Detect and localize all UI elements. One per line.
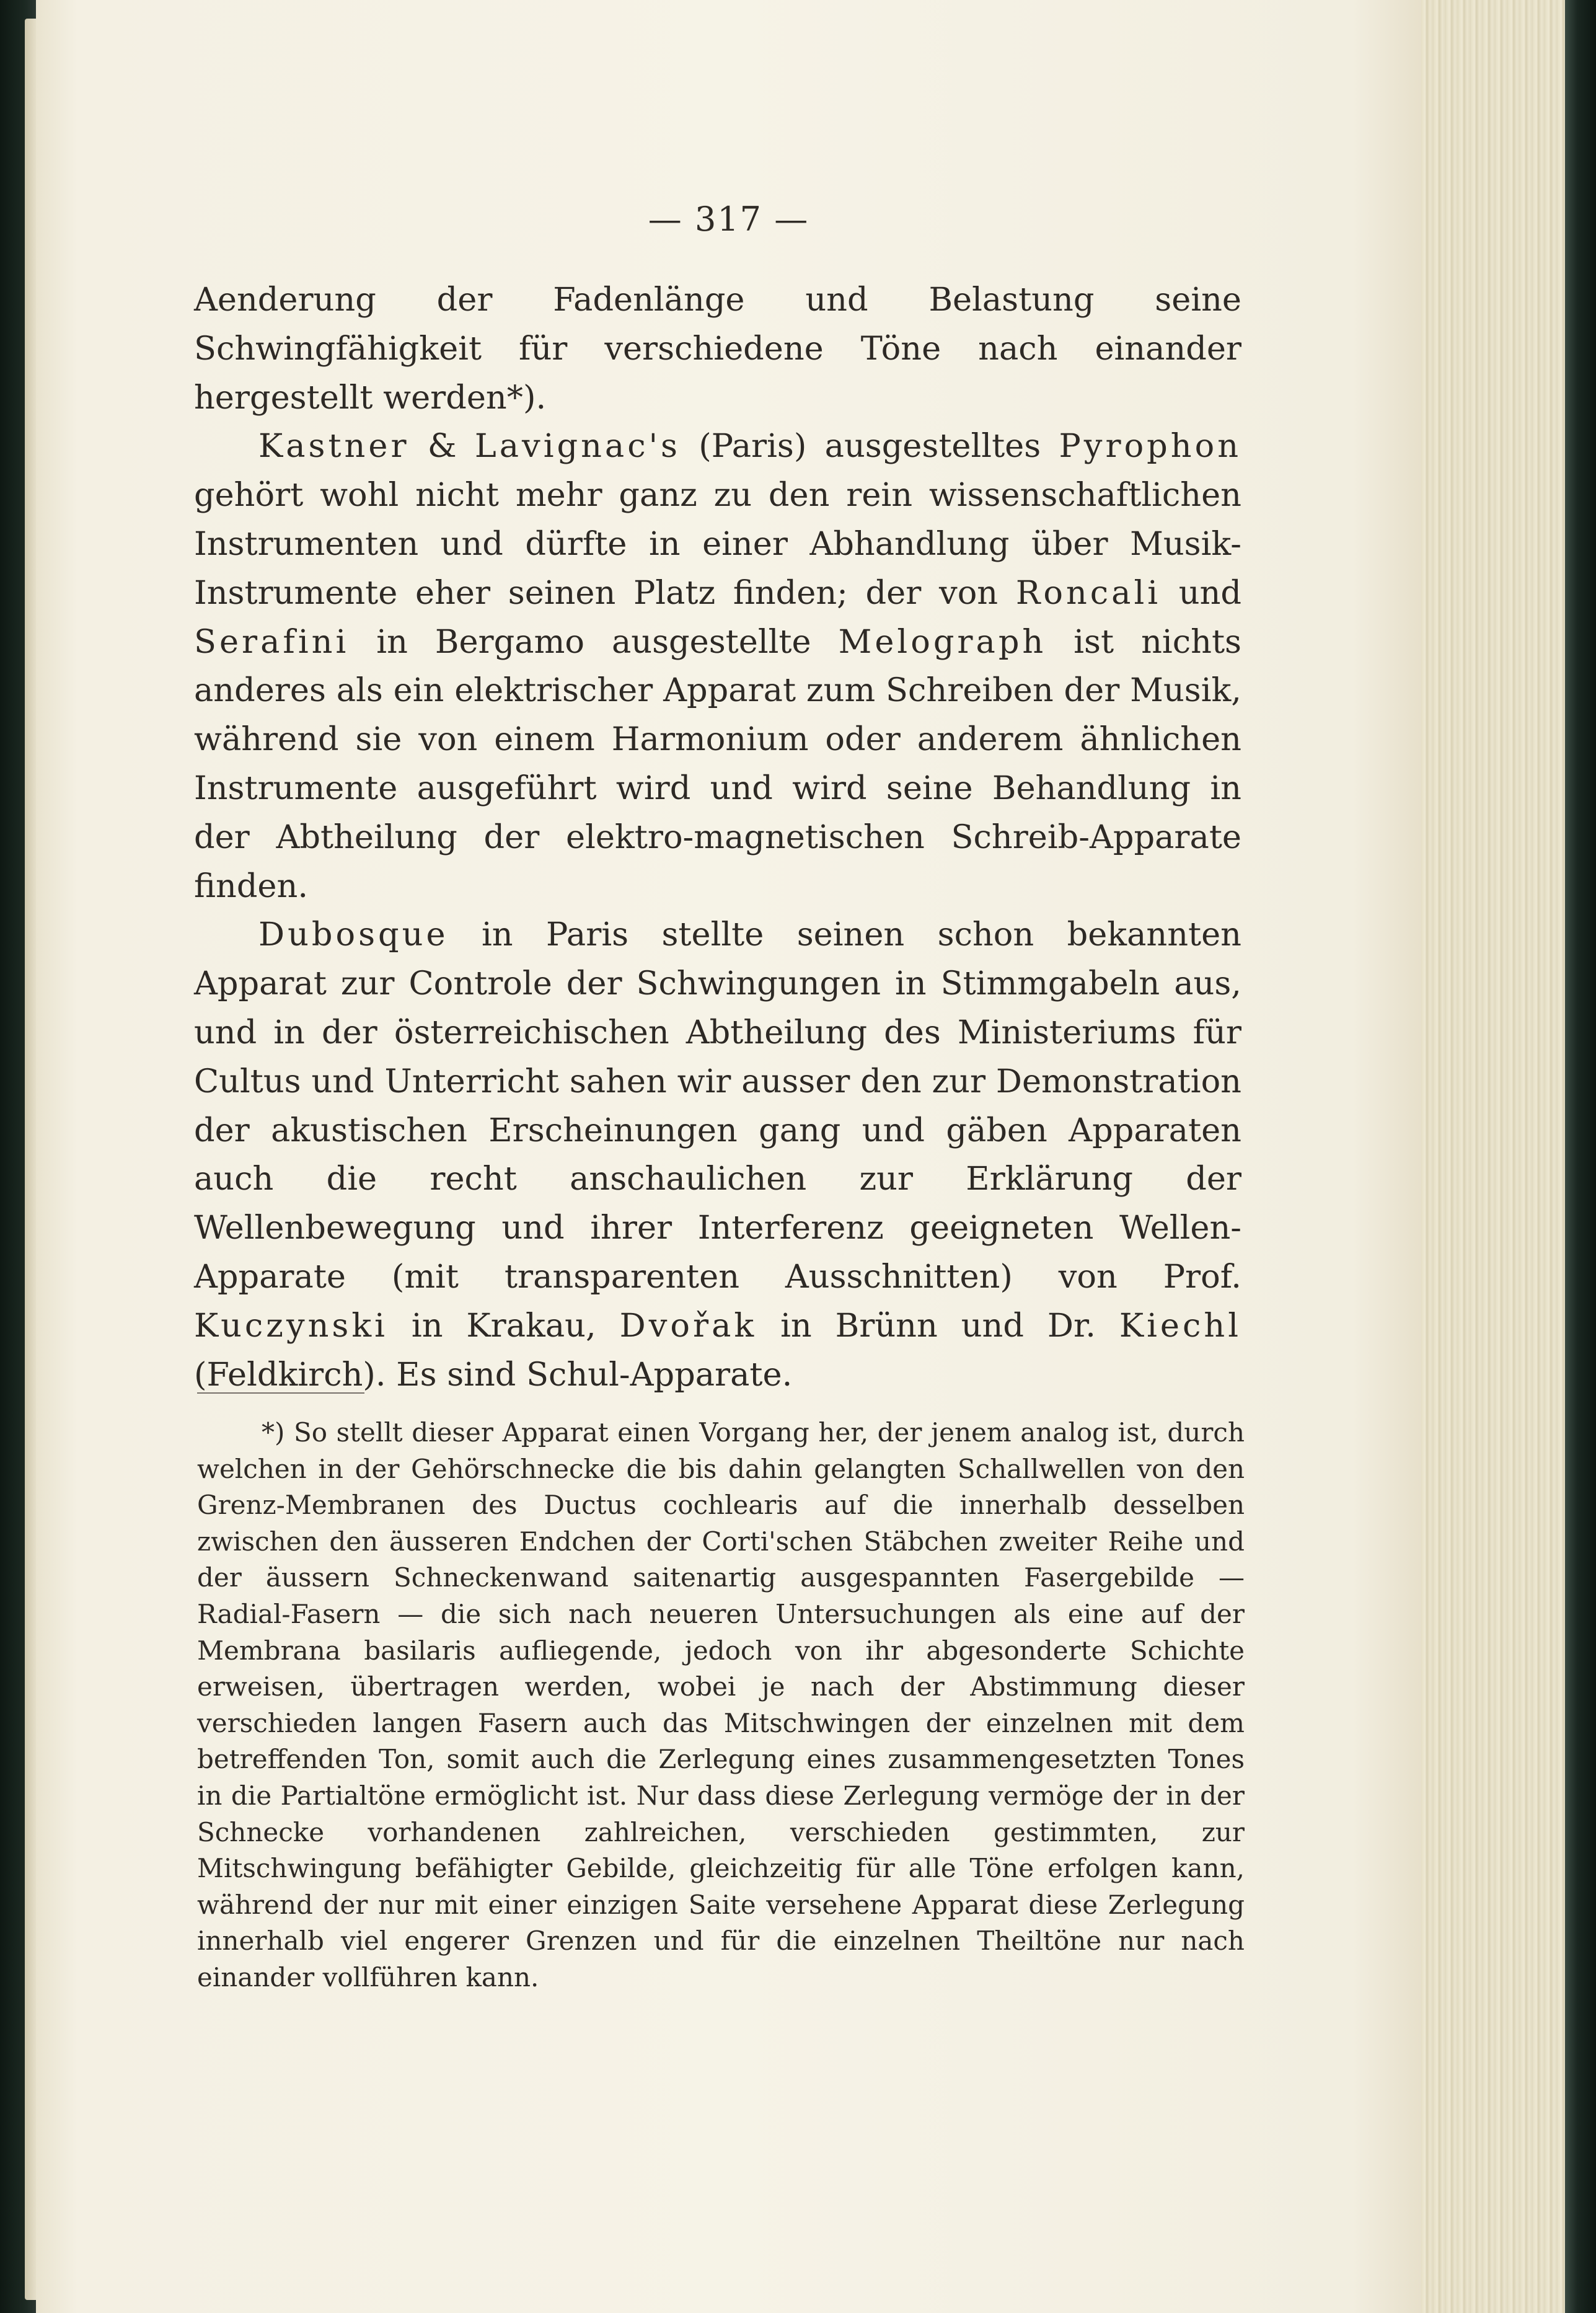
- name-serafini: Serafini: [194, 622, 350, 661]
- text-run: in Krakau,: [387, 1306, 620, 1345]
- paragraph-3: [194, 911, 1241, 1399]
- name-kastner: Kastner: [258, 427, 410, 466]
- name-kuczynski: Kuczynski: [194, 1306, 388, 1345]
- name-kiechl: Kiechl: [1119, 1306, 1242, 1345]
- text-run: in Paris stellte seinen schon bekannten Apparat zur Controle der Schwingungen in Stimmgabeln aus, und in der österreichischen Abtheilung des Ministeriums für Cultus und Unterricht sahen wir ausser den zur Demonstration der akustischen Erscheinungen gang und gäben Apparaten auch die recht anschaulichen zur Erklärung der Wellenbewegung und ihrer Interferenz geeigneten Wellen-Apparate (mit transparenten Ausschnitten) von Prof.: [194, 916, 1241, 1296]
- text-run: und: [1161, 573, 1241, 612]
- page-number: — 317 —: [648, 200, 809, 239]
- book-spine: [1565, 0, 1596, 2313]
- book-page: [36, 0, 1421, 2313]
- name-lavignac: Lavignac's: [474, 427, 681, 466]
- text-run: (Feldkirch). Es sind Schul-Apparate.: [194, 1355, 793, 1394]
- text-run: &: [409, 427, 475, 466]
- text-run: in Bergamo ausgestellte: [349, 622, 839, 661]
- paragraph-2: [194, 422, 1241, 911]
- name-dubosque: Dubosque: [258, 916, 449, 954]
- text-run: gehört wohl nicht mehr ganz zu den rein wissenschaftlichen Instrumenten und dürfte in einer Abhandlung über Musik-Instrumente eher seinen Platz finden; der von: [194, 476, 1241, 612]
- term-pyrophon: Pyrophon: [1059, 427, 1242, 466]
- name-dvorak: Dvořak: [619, 1306, 757, 1345]
- footnote-text: *) So stellt dieser Apparat einen Vorgang her, der jenem analog ist, durch welchen in der Gehörschnecke die bis dahin gelangten Schallwellen von den Grenz-Membranen des Ductus cochlearis auf die innerhalb desselben zwischen den äusseren Endchen der Corti'schen Stäbchen zweiter Reihe und der äussern Schneckenwand saitenartig ausgespannten Fasergebilde — Radial-Fasern — die sich nach neueren Untersuchungen als eine auf der Membrana basilaris aufliegende, jedoch von ihr abgesonderte Schichte erweisen, übertragen werden, wobei je nach der Abstimmung dieser verschieden langen Fasern auch das Mitschwingen der einzelnen mit dem betreffenden Ton, somit auch die Zerlegung eines zusammengesetzten Tones in die Partialtöne ermöglicht ist. Nur dass diese Zerlegung vermöge der in der Schnecke vorhandenen zahlreichen, verschieden gestimmten, zur Mitschwingung befähigter Gebilde, gleichzeitig für alle Töne erfolgen kann, während der nur mit einer einzigen Saite versehene Apparat diese Zerlegung innerhalb viel engerer Grenzen und für die einzelnen Theiltöne nur nach einander vollführen kann.: [197, 1417, 1245, 1992]
- main-text: [194, 276, 1241, 1399]
- paragraph-1: Aenderung der Fadenlänge und Belastung seine Schwingfähigkeit für verschiedene Töne nach einander hergestellt werden*).: [194, 281, 1241, 417]
- footnote: [197, 1415, 1245, 1996]
- footnote-divider: [197, 1392, 364, 1394]
- term-melograph: Melograph: [838, 622, 1047, 661]
- page-stack-edges: [1421, 0, 1565, 2313]
- text-run: ist nichts anderes als ein elektrischer Apparat zum Schreiben der Musik, während sie von einem Harmonium oder anderem ähnlichen Instrumente ausgeführt wird und wird seine Behandlung in der Abtheilung der elektro-magnetischen Schreib-Apparate finden.: [194, 622, 1241, 905]
- name-roncali: Roncali: [1015, 573, 1162, 612]
- text-run: (Paris) ausgestelltes: [681, 427, 1059, 466]
- text-run: in Brünn und Dr.: [757, 1306, 1119, 1345]
